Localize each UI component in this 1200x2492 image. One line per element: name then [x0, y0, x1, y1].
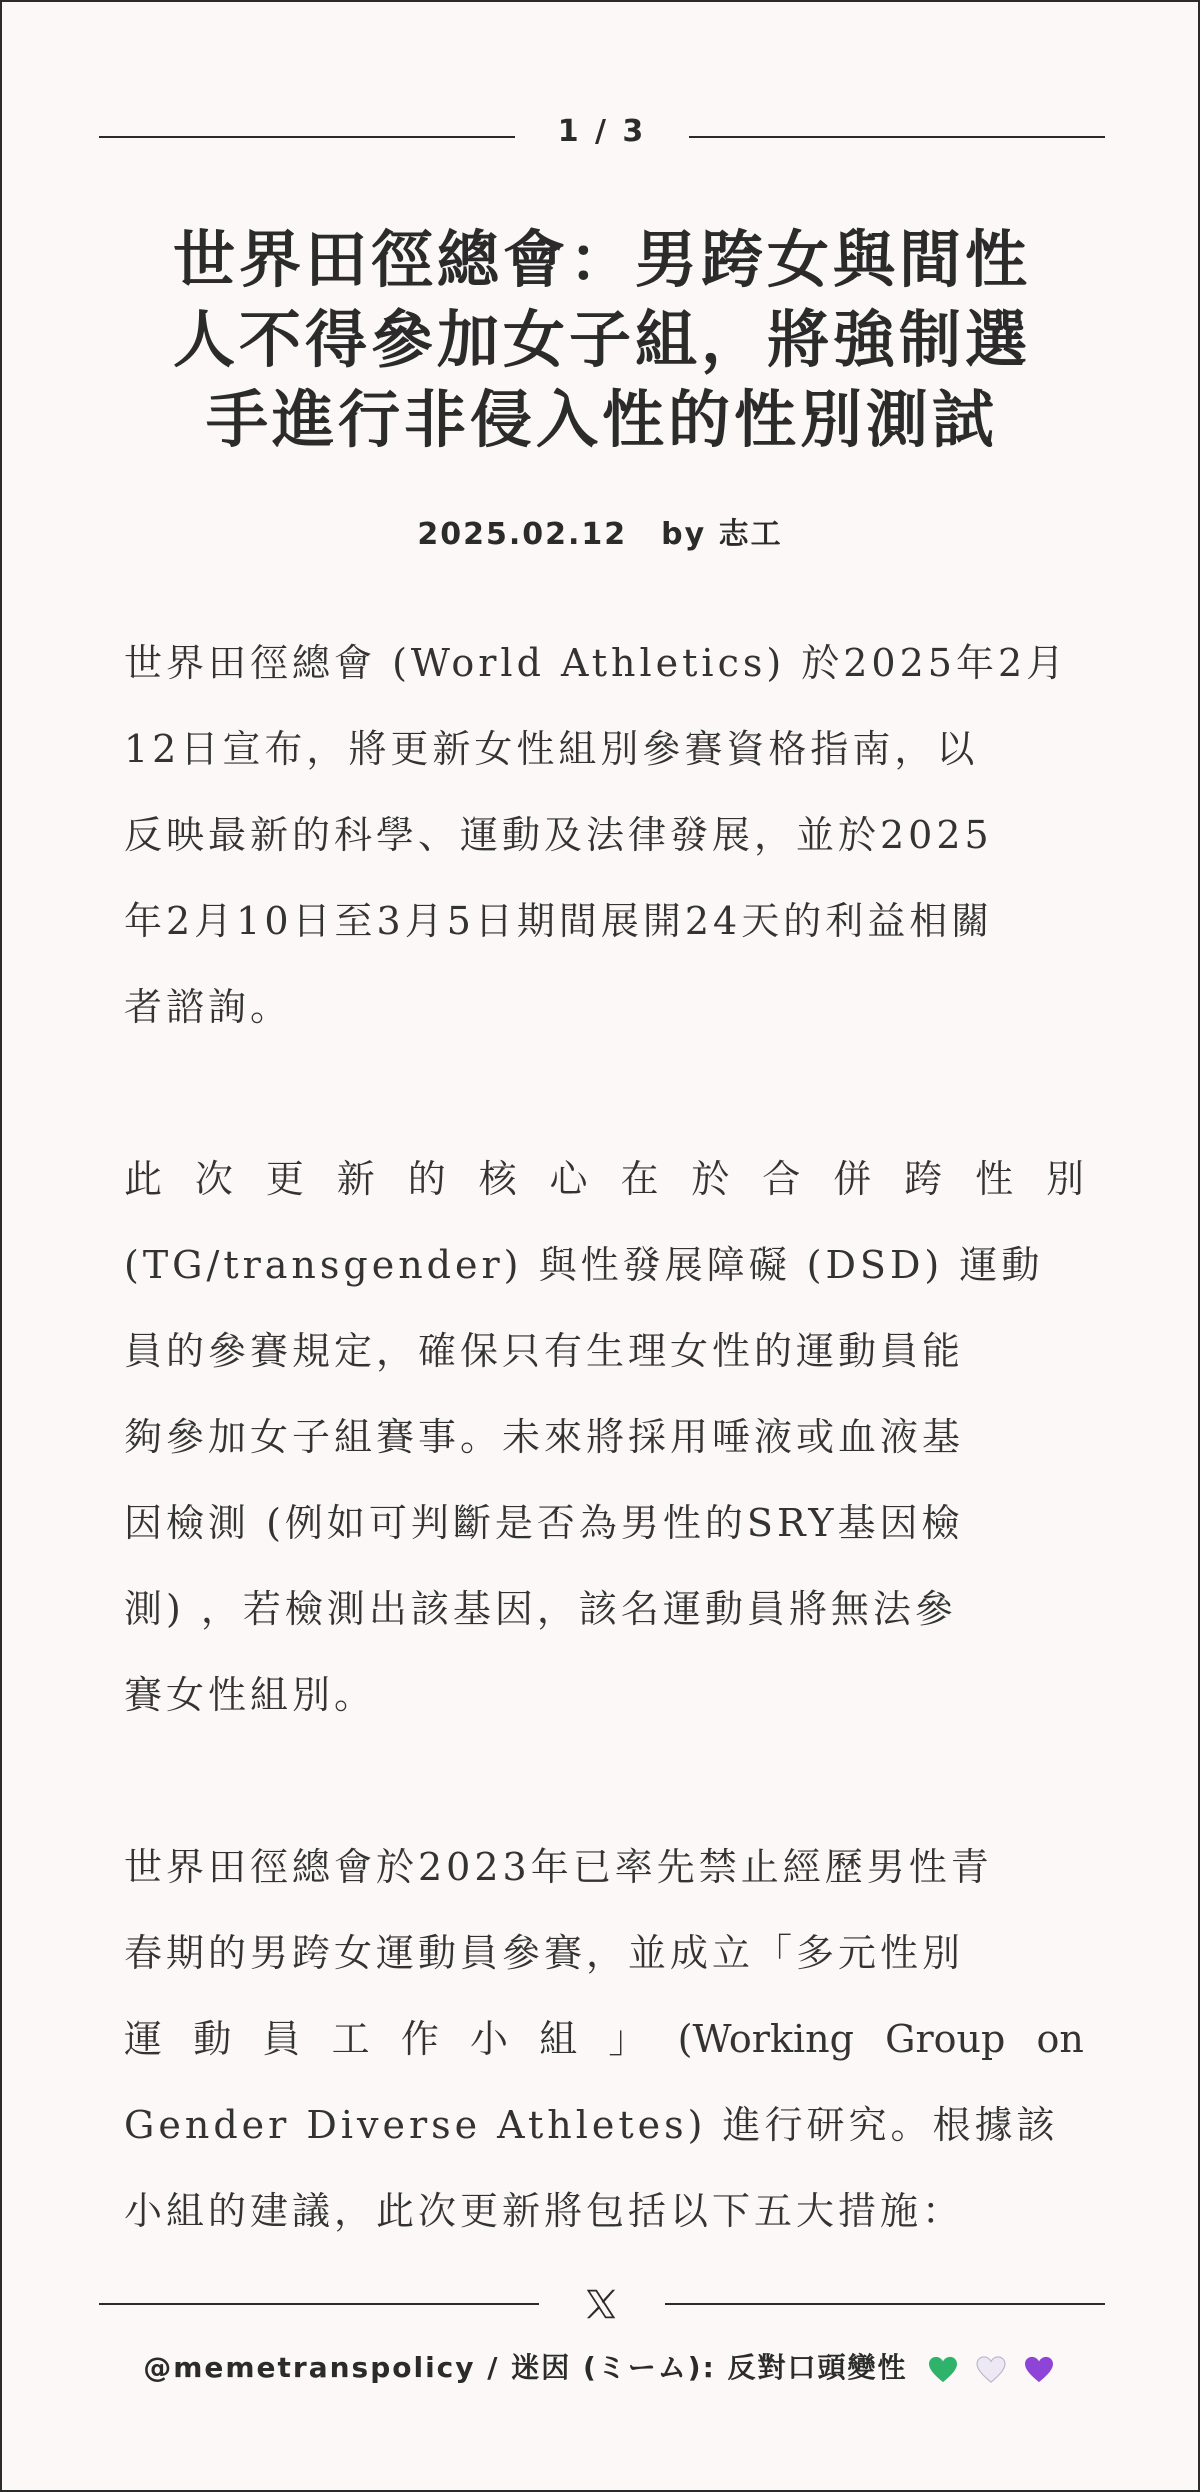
body-line: 員的參賽規定，確保只有生理女性的運動員能	[124, 1329, 965, 1373]
body-line: 賽女性組別。	[124, 1673, 377, 1717]
page-footer	[99, 2282, 1105, 2328]
body-line: Gender Diverse Athletes) 進行研究。根據該	[124, 2103, 1059, 2147]
footer-divider-left	[99, 2303, 539, 2305]
body-line: 運 動 員 工 作 小 組 」 (Working Group on	[124, 2017, 1084, 2061]
body-line: 年2月10日至3月5日期間展開24天的利益相關	[124, 899, 994, 943]
body-line: 12日宣布，將更新女性組別參賽資格指南，以	[124, 727, 979, 771]
white-heart-icon	[976, 2356, 1006, 2384]
header-divider-right	[689, 136, 1105, 138]
byline	[2, 512, 1198, 558]
page-header	[99, 110, 1105, 154]
body-line: 春期的男跨女運動員參賽，並成立「多元性別	[124, 1931, 965, 1975]
paragraph-2	[124, 1136, 1084, 1738]
body-line: 因檢測 (例如可判斷是否為男性的SRY基因檢	[124, 1501, 964, 1545]
x-logo-icon	[583, 2286, 619, 2322]
purple-heart-icon	[1024, 2356, 1054, 2384]
body-line: 小組的建議，此次更新將包括以下五大措施：	[124, 2189, 965, 2233]
title-line: 世界田徑總會：男跨女與間性	[172, 223, 1031, 296]
paragraph-1	[124, 620, 1084, 1050]
title-line: 人不得參加女子組，將強制選	[172, 303, 1031, 376]
body-line: 測) ，若檢測出該基因，該名運動員將無法參	[124, 1587, 957, 1631]
footer-divider-right	[665, 2303, 1105, 2305]
body-line: (TG/transgender) 與性發展障礙 (DSD) 運動	[124, 1243, 1044, 1287]
handle-text: @memetranspolicy / 迷因 (ミーム): 反對口頭變性	[143, 2351, 908, 2384]
footer-handle	[2, 2344, 1198, 2393]
hearts	[925, 2345, 1057, 2393]
header-divider-left	[99, 136, 515, 138]
body-line: 夠參加女子組賽事。未來將採用唾液或血液基	[124, 1415, 965, 1459]
body-line: 世界田徑總會於2023年已率先禁止經歷男性青	[124, 1845, 993, 1889]
body-line: 世界田徑總會 (World Athletics) 於2025年2月	[124, 641, 1069, 685]
page-indicator: 1 / 3	[557, 114, 647, 149]
article-body	[124, 620, 1084, 2254]
title-line: 手進行非侵入性的性別測試	[205, 383, 998, 456]
author: by 志工	[661, 517, 783, 552]
green-heart-icon	[928, 2356, 958, 2384]
publish-date: 2025.02.12	[417, 517, 628, 552]
body-line: 反映最新的科學、運動及法律發展，並於2025	[124, 813, 993, 857]
paragraph-3	[124, 1824, 1084, 2254]
body-line: 此 次 更 新 的 核 心 在 於 合 併 跨 性 別	[124, 1157, 1084, 1201]
body-line: 者諮詢。	[124, 985, 293, 1029]
article-title	[62, 220, 1142, 460]
